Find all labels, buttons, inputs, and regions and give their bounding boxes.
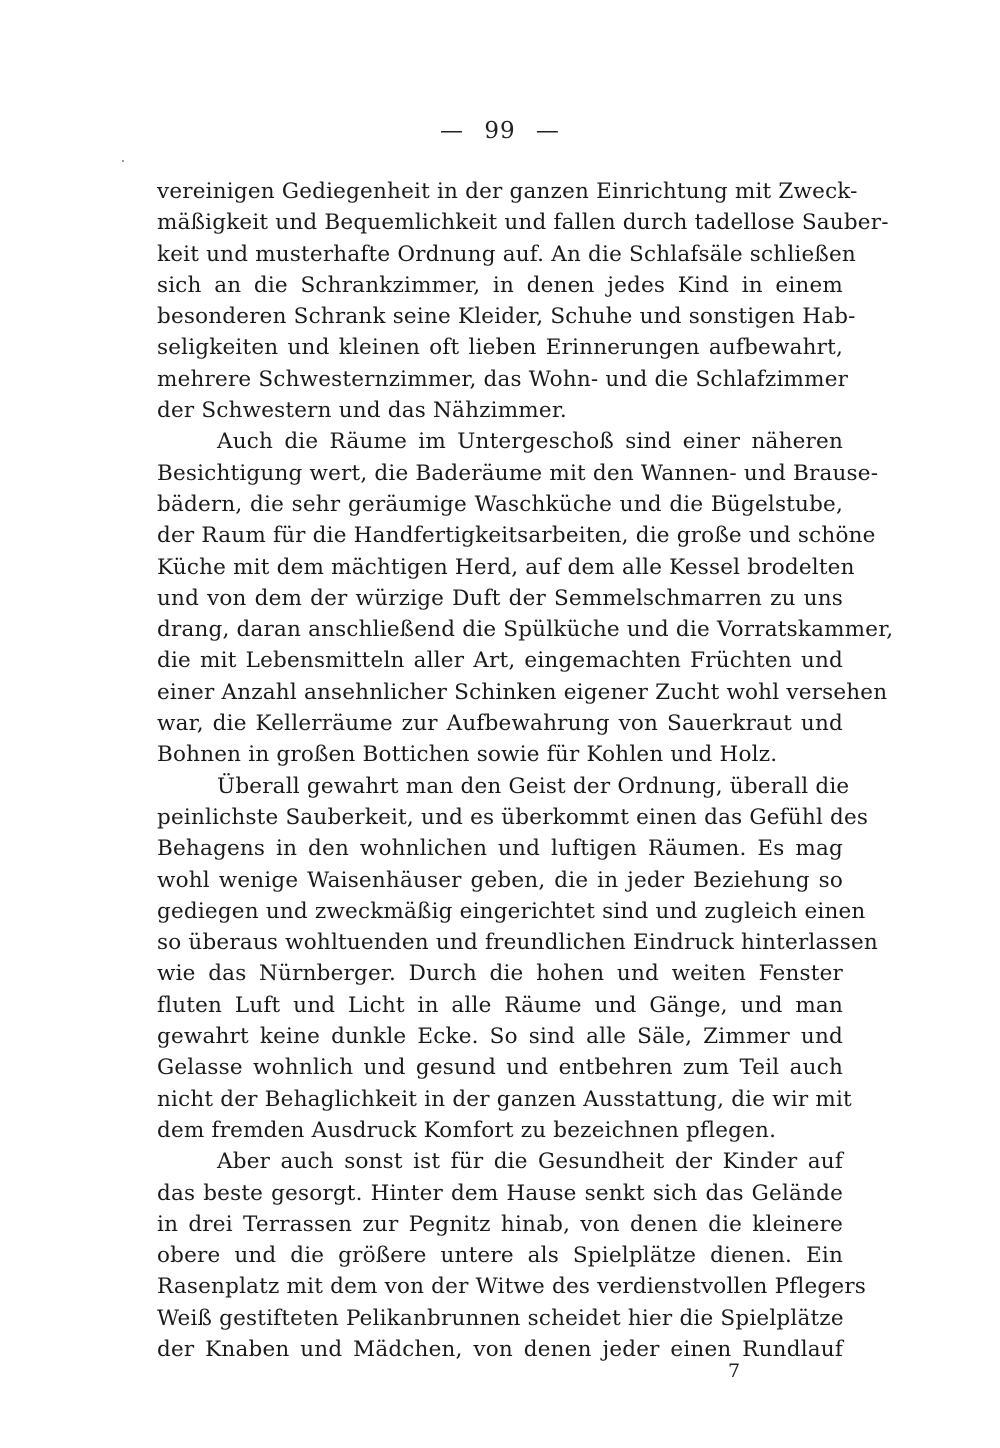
- print-speck: [122, 160, 124, 162]
- paragraph: [157, 176, 889, 426]
- text-line: der Schwestern und das Nähzimmer.: [157, 398, 567, 424]
- text-line: dem fremden Ausdruck Komfort zu bezeichnen pflegen.: [157, 1117, 777, 1143]
- text-line: wie das Nürnberger. Durch die hohen und weiten Fenster: [157, 961, 843, 987]
- paragraph: [157, 426, 894, 770]
- text-line: in drei Terrassen zur Pegnitz hinab, von denen die kleinere: [157, 1211, 843, 1237]
- text-line: die mit Lebensmitteln aller Art, eingemachten Früchten und: [157, 648, 843, 674]
- text-line: besonderen Schrank seine Kleider, Schuhe und sonstigen Hab-: [157, 304, 856, 330]
- text-line: mäßigkeit und Bequemlichkeit und fallen durch tadellose Sauber-: [157, 210, 889, 236]
- text-line: und von dem der würzige Duft der Semmelschmarren zu uns: [157, 585, 843, 611]
- text-line: Bohnen in großen Bottichen sowie für Kohlen und Holz.: [157, 742, 778, 768]
- paragraph: [157, 771, 878, 1147]
- body-text: [157, 176, 894, 1365]
- text-line: bädern, die sehr geräumige Waschküche und die Bügelstube,: [157, 491, 843, 517]
- text-line: Gelasse wohnlich und gesund und entbehren zum Teil auch: [157, 1055, 843, 1081]
- text-line: Besichtigung wert, die Baderäume mit den Wannen- und Brause-: [157, 460, 879, 486]
- text-line: keit und musterhafte Ordnung auf. An die Schlafsäle schließen: [157, 241, 856, 267]
- text-line: seligkeiten und kleinen oft lieben Erinnerungen aufbewahrt,: [157, 335, 843, 361]
- text-line: einer Anzahl ansehnlicher Schinken eigener Zucht wohl versehen: [157, 679, 888, 705]
- text-line: nicht der Behaglichkeit in der ganzen Ausstattung, die wir mit: [157, 1086, 852, 1112]
- text-line: Rasenplatz mit dem von der Witwe des verdienstvollen Pflegers: [157, 1274, 867, 1300]
- page-number-header: — 99 —: [440, 118, 560, 144]
- text-line: der Knaben und Mädchen, von denen jeder einen Rundlauf: [157, 1336, 843, 1362]
- text-line: Aber auch sonst ist für die Gesundheit der Kinder auf: [217, 1149, 843, 1175]
- paragraph: [157, 1146, 867, 1365]
- signature-mark: 7: [728, 1360, 741, 1382]
- text-line: sich an die Schrankzimmer, in denen jedes Kind in einem: [157, 272, 843, 298]
- text-line: so überaus wohltuenden und freundlichen Eindruck hinterlassen: [157, 930, 878, 956]
- text-line: Auch die Räume im Untergeschoß sind einer näheren: [217, 429, 843, 455]
- text-line: gediegen und zweckmäßig eingerichtet sind und zugleich einen: [157, 898, 866, 924]
- text-line: Behagens in den wohnlichen und luftigen Räumen. Es mag: [157, 836, 843, 862]
- text-line: mehrere Schwesternzimmer, das Wohn- und die Schlafzimmer: [157, 366, 849, 392]
- text-line: drang, daran anschließend die Spülküche und die Vorratskammer,: [157, 617, 894, 643]
- text-line: gewahrt keine dunkle Ecke. So sind alle Säle, Zimmer und: [157, 1024, 843, 1050]
- text-line: obere und die größere untere als Spielplätze dienen. Ein: [157, 1243, 843, 1269]
- text-line: Weiß gestifteten Pelikanbrunnen scheidet hier die Spielplätze: [157, 1305, 844, 1331]
- text-line: der Raum für die Handfertigkeitsarbeiten, die große und schöne: [157, 523, 876, 549]
- text-line: das beste gesorgt. Hinter dem Hause senkt sich das Gelände: [157, 1180, 843, 1206]
- text-line: peinlichste Sauberkeit, und es überkommt einen das Gefühl des: [157, 804, 869, 830]
- text-line: Küche mit dem mächtigen Herd, auf dem alle Kessel brodelten: [157, 554, 855, 580]
- text-line: vereinigen Gediegenheit in der ganzen Einrichtung mit Zweck-: [157, 179, 858, 204]
- text-line: Überall gewahrt man den Geist der Ordnung, überall die: [217, 773, 850, 799]
- text-line: war, die Kellerräume zur Aufbewahrung von Sauerkraut und: [157, 711, 843, 737]
- text-line: fluten Luft und Licht in alle Räume und Gänge, und man: [157, 992, 843, 1018]
- text-line: wohl wenige Waisenhäuser geben, die in jeder Beziehung so: [157, 867, 843, 893]
